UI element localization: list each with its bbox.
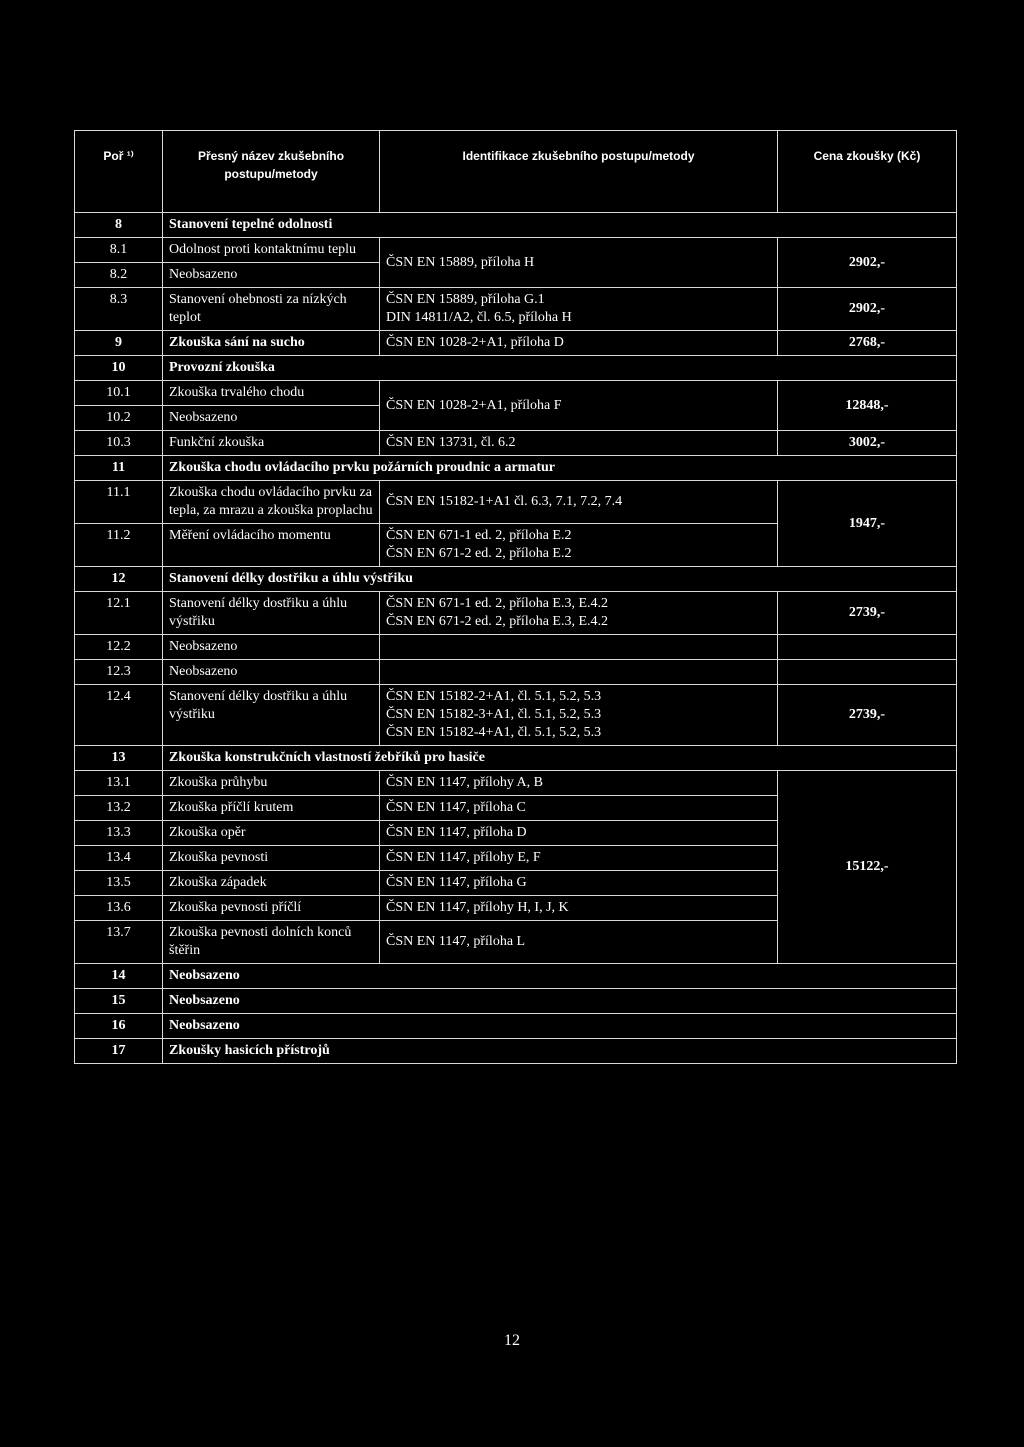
section-title: Zkoušky hasicích přístrojů [163,1039,957,1064]
row-number: 14 [75,964,163,989]
row-number: 12.2 [75,635,163,660]
table-row [75,1039,957,1064]
row-number: 11.1 [75,481,163,524]
method-name: Zkouška pevnosti příčlí [163,896,380,921]
table-row [75,238,957,263]
row-number: 8.3 [75,288,163,331]
table-row [75,635,957,660]
row-number: 13.6 [75,896,163,921]
row-number: 12 [75,567,163,592]
row-number: 13.4 [75,846,163,871]
row-number: 17 [75,1039,163,1064]
section-title: Neobsazeno [163,989,957,1014]
row-number: 12.3 [75,660,163,685]
section-title: Neobsazeno [163,1014,957,1039]
method-ident: ČSN EN 15182-1+A1 čl. 6.3, 7.1, 7.2, 7.4 [380,481,778,524]
method-name: Zkouška průhybu [163,771,380,796]
method-ident: ČSN EN 15889, příloha H [380,238,778,288]
test-methods-table [74,130,957,1064]
table-row [75,746,957,771]
row-number: 9 [75,331,163,356]
method-name: Zkouška pevnosti [163,846,380,871]
ident-line: ČSN EN 15182-4+A1, čl. 5.1, 5.2, 5.3 [386,725,602,740]
row-number: 15 [75,989,163,1014]
row-number: 10 [75,356,163,381]
method-name: Zkouška trvalého chodu [163,381,380,406]
test-price: 2739,- [778,592,957,635]
header-price: Cena zkoušky (Kč) [778,131,957,213]
row-number: 11 [75,456,163,481]
method-name: Odolnost proti kontaktnímu teplu [163,238,380,263]
section-title: Stanovení délky dostřiku a úhlu výstřiku [163,567,957,592]
table-row [75,213,957,238]
method-name: Neobsazeno [163,406,380,431]
row-number: 12.1 [75,592,163,635]
method-ident: ČSN EN 1147, příloha C [380,796,778,821]
method-ident [380,685,778,746]
table-header-row [75,131,957,213]
table-row [75,381,957,406]
row-number: 13.3 [75,821,163,846]
section-title: Provozní zkouška [163,356,957,381]
ident-line: ČSN EN 671-2 ed. 2, příloha E.2 [386,546,572,561]
method-ident [380,592,778,635]
method-ident: ČSN EN 13731, čl. 6.2 [380,431,778,456]
test-price: 1947,- [778,481,957,567]
table-row [75,431,957,456]
row-number: 13.7 [75,921,163,964]
method-name: Neobsazeno [163,635,380,660]
method-ident: ČSN EN 1028-2+A1, příloha D [380,331,778,356]
method-name: Zkouška sání na sucho [163,331,380,356]
method-name: Neobsazeno [163,660,380,685]
table-row [75,1014,957,1039]
row-number: 12.4 [75,685,163,746]
method-name: Neobsazeno [163,263,380,288]
test-price [778,635,957,660]
row-number: 16 [75,1014,163,1039]
ident-line: ČSN EN 671-2 ed. 2, příloha E.3, E.4.2 [386,614,609,629]
table-row [75,288,957,331]
row-number: 13.5 [75,871,163,896]
method-name: Zkouška příčlí krutem [163,796,380,821]
header-ident: Identifikace zkušebního postupu/metody [380,131,778,213]
ident-line: DIN 14811/A2, čl. 6.5, příloha H [386,310,572,325]
table-row [75,567,957,592]
row-number: 8.1 [75,238,163,263]
table-row [75,989,957,1014]
ident-line: ČSN EN 15182-2+A1, čl. 5.1, 5.2, 5.3 [386,689,602,704]
row-number: 8 [75,213,163,238]
row-number: 10.2 [75,406,163,431]
table-row [75,331,957,356]
table-row [75,356,957,381]
method-ident: ČSN EN 1147, přílohy A, B [380,771,778,796]
method-name: Stanovení ohebnosti za nízkých teplot [163,288,380,331]
method-name: Zkouška pevnosti dolních konců štěřin [163,921,380,964]
ident-line: ČSN EN 15889, příloha G.1 [386,292,545,307]
method-ident [380,524,778,567]
ident-line: ČSN EN 671-1 ed. 2, příloha E.2 [386,528,572,543]
row-number: 13.2 [75,796,163,821]
test-price: 3002,- [778,431,957,456]
method-name: Stanovení délky dostřiku a úhlu výstřiku [163,592,380,635]
section-title: Stanovení tepelné odolnosti [163,213,957,238]
method-ident: ČSN EN 1147, přílohy H, I, J, K [380,896,778,921]
method-name: Zkouška chodu ovládacího prvku za tepla, za mrazu a zkouška proplachu [163,481,380,524]
ident-line: ČSN EN 671-1 ed. 2, příloha E.3, E.4.2 [386,596,609,611]
test-price: 2902,- [778,288,957,331]
page-number: 12 [504,1332,520,1349]
ident-line: ČSN EN 15182-3+A1, čl. 5.1, 5.2, 5.3 [386,707,602,722]
row-number: 13 [75,746,163,771]
method-ident: ČSN EN 1147, příloha G [380,871,778,896]
test-price: 15122,- [778,771,957,964]
method-name: Měření ovládacího momentu [163,524,380,567]
test-price [778,660,957,685]
method-name: Stanovení délky dostřiku a úhlu výstřiku [163,685,380,746]
row-number: 10.3 [75,431,163,456]
section-title: Zkouška konstrukčních vlastností žebříků pro hasiče [163,746,957,771]
test-price: 2902,- [778,238,957,288]
row-number: 8.2 [75,263,163,288]
table-row [75,456,957,481]
table-row [75,964,957,989]
method-ident [380,635,778,660]
method-ident: ČSN EN 1147, přílohy E, F [380,846,778,871]
table-row [75,771,957,796]
table-row [75,660,957,685]
row-number: 11.2 [75,524,163,567]
table-row [75,685,957,746]
row-number: 10.1 [75,381,163,406]
method-ident: ČSN EN 1147, příloha L [380,921,778,964]
test-price: 2739,- [778,685,957,746]
row-number: 13.1 [75,771,163,796]
section-title: Zkouška chodu ovládacího prvku požárních proudnic a armatur [163,456,957,481]
section-title: Neobsazeno [163,964,957,989]
table-row [75,592,957,635]
method-ident: ČSN EN 1147, příloha D [380,821,778,846]
method-name: Funkční zkouška [163,431,380,456]
test-price: 12848,- [778,381,957,431]
header-name: Přesný název zkušebního postupu/metody [163,131,380,213]
table-row [75,481,957,524]
method-ident [380,288,778,331]
method-ident [380,660,778,685]
method-name: Zkouška západek [163,871,380,896]
header-order: Poř ¹⁾ [75,131,163,213]
method-ident: ČSN EN 1028-2+A1, příloha F [380,381,778,431]
test-price: 2768,- [778,331,957,356]
method-name: Zkouška opěr [163,821,380,846]
